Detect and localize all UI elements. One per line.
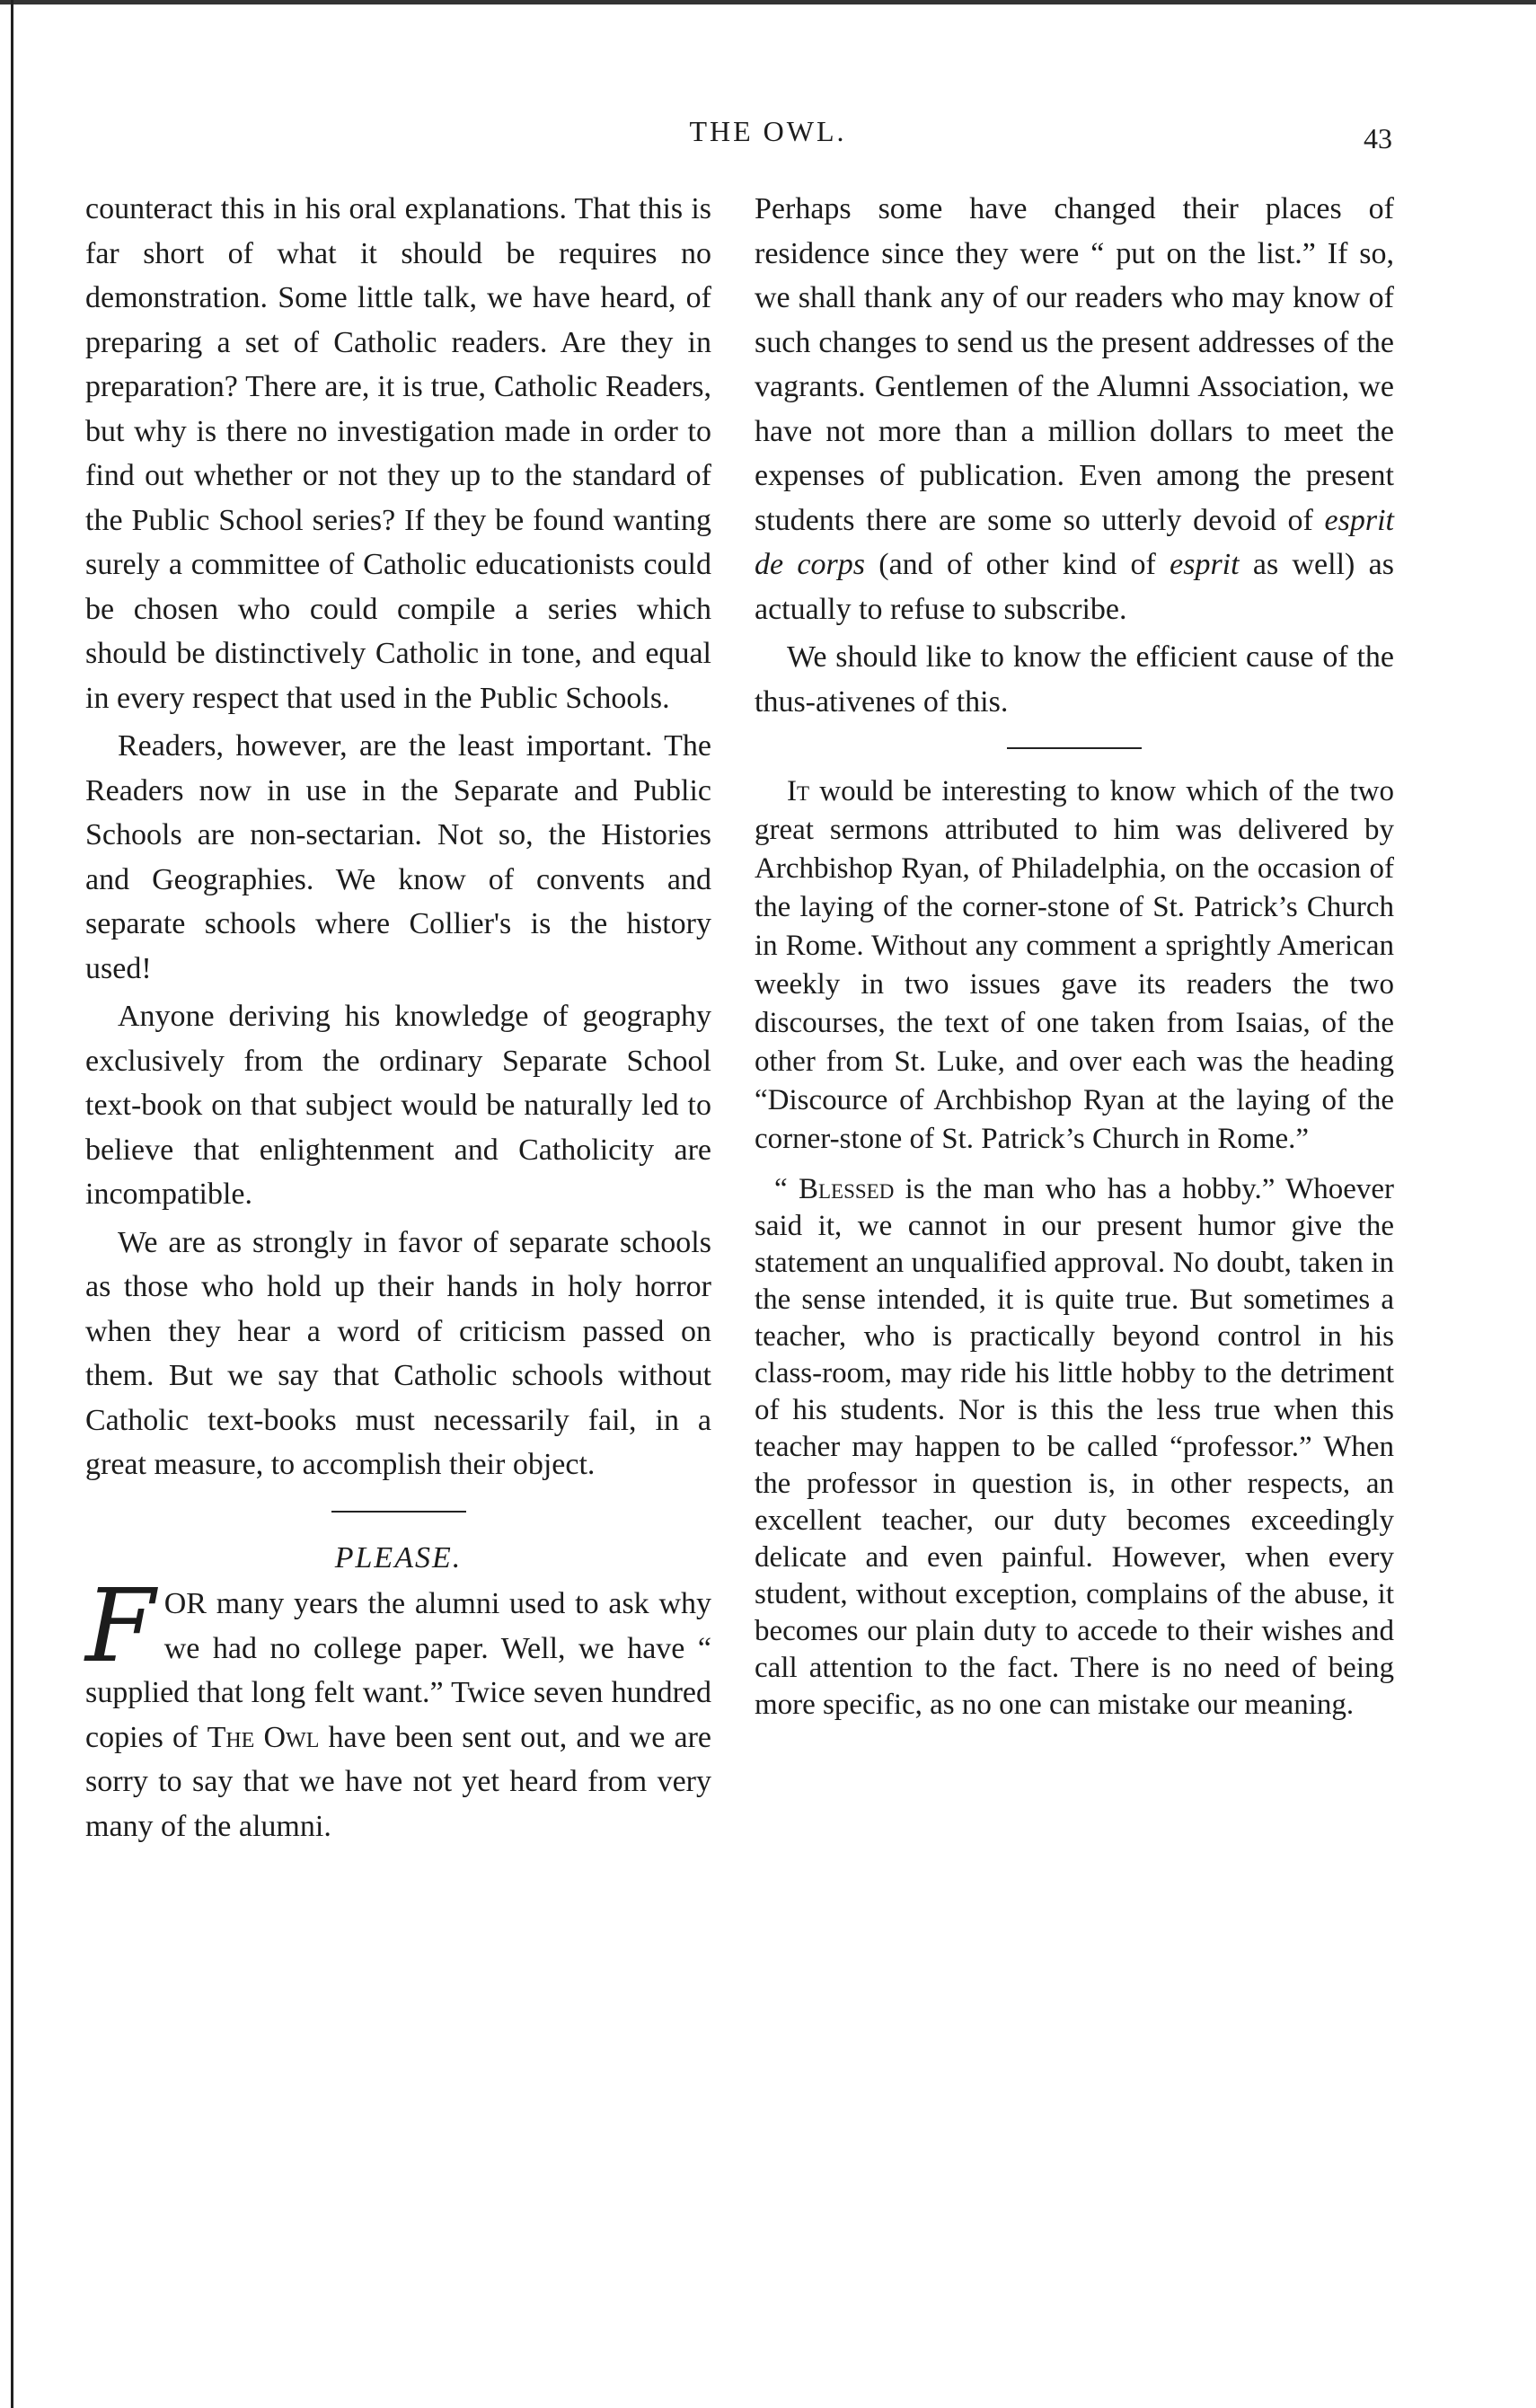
ryan-text: would be interesting to know which of the two great sermons attributed to him was delivered by Archbishop Ryan, of Philadelphia, on the occasion of the laying of the corner-stone of St. Patrick’s Church in Rome. Without any comment a sprightly American weekly in two issues gave its readers the two discourses, the text of one taken from Isaias, of the other from St. Luke, and over each was the heading “Discource of Archbishop Ryan at the laying of the corner-stone of St. Patrick’s Church in Rome.” <box>755 775 1394 1155</box>
page-header <box>0 115 1536 169</box>
continuation-text-2: (and of other kind of <box>864 548 1170 581</box>
ryan-lead-smallcaps: It <box>787 775 810 807</box>
continuation-text-1: Perhaps some have changed their places of residence since they were “ put on the list.” If so, we shall thank any of our readers who may know of such changes to send us the present addresses of the vagrants. Gentlemen of the Alumni Association, we have not more than a million dollars to meet the expenses of publication. Even among the present students there are some so utterly devoid of <box>755 192 1394 537</box>
continuation-text-3: as well) as actually to refuse to subscribe. <box>755 548 1394 626</box>
please-text-2: have been sent out, and we are sorry to say that we have not yet heard from very many of the alumni. <box>85 1720 711 1843</box>
section-divider <box>331 1511 466 1513</box>
please-text-1: many years the alumni used to ask why we had no college paper. Well, we have “ supplied that long felt want.” Twice seven hundred copies of <box>85 1587 711 1754</box>
left-paragraph-2: Readers, however, are the least important. The Readers now in use in the Separate and Public Schools are non-sectarian. Not so, the Histories and Geographies. We know of convents and separate schools where Collier's is the history used! <box>85 729 711 985</box>
continuation-italic-2: esprit <box>1170 548 1240 581</box>
hobby-paragraph <box>755 1171 1394 1724</box>
left-paragraph-3: Anyone deriving his knowledge of geography exclusively from the ordinary Separate School text-book on that subject would be naturally led to believe that enlightenment and Catholicity are incompatible. <box>85 1000 711 1211</box>
left-paragraph-4: We are as strongly in favor of separate schools as those who hold up their hands in holy horror when they hear a word of criticism passed on them. But we say that Catholic schools without Catholic text-books must necessarily fail, in a great measure, to accomplish their object. <box>85 1225 711 1481</box>
scan-top-edge <box>0 0 1536 4</box>
ryan-paragraph <box>755 772 1394 1159</box>
please-heading: PLEASE. <box>334 1540 463 1574</box>
left-paragraph-1: counteract this in his oral explanations. That this is far short of what it should be requires no demonstration. Some little talk, we have heard, of preparing a set of Catholic readers. Are they in preparation? There are, it is true, Catholic Readers, but why is there no investigation made in order to find out whether or not they up to the standard of the Public School series? If they be found wanting surely a committee of Catholic educationists could be chosen who could compile a series which should be distinctively Catholic in tone, and equal in every respect that used in the Public Schools. <box>85 192 711 715</box>
hobby-text: is the man who has a hobby.” Whoever said it, we cannot in our present humor give the statement an unqualified approval. No doubt, taken in the sense intended, it is quite true. But sometimes a teacher, who is practically beyond control in his class-room, may ride his little hobby to the detriment of his students. Nor is this the less true when this teacher may happen to be called “professor.” When the professor in question is, in other respects, an excellent teacher, our duty becomes exceedingly delicate and even painful. However, when every student, without exception, complains of the abuse, it becomes our plain duty to accede to their wishes and call attention to the fact. There is no need of being more specific, as no one can mistake our meaning. <box>755 1173 1394 1721</box>
continuation-italic-1: esprit de corps <box>755 503 1394 581</box>
efficient-cause-paragraph: We should like to know the efficient cause of the thus-ativenes of this. <box>755 640 1394 719</box>
please-paragraph <box>85 1568 711 1848</box>
drop-cap: F <box>85 1568 155 1685</box>
section-divider-right <box>1007 747 1142 749</box>
please-lead-smallcaps: OR <box>163 1587 207 1620</box>
running-title: THE OWL. <box>689 115 847 147</box>
hobby-section <box>755 1171 1394 1724</box>
right-column <box>755 187 1394 1724</box>
hobby-lead-smallcaps: Blessed <box>798 1173 895 1205</box>
left-column <box>85 187 711 1848</box>
scan-left-edge <box>11 0 13 2408</box>
ryan-section <box>755 772 1394 1159</box>
page-number: 43 <box>1364 122 1392 154</box>
right-continuation-paragraph <box>755 187 1394 631</box>
hobby-open-quote: “ <box>774 1173 799 1205</box>
owl-title-smallcaps: The Owl <box>207 1720 320 1754</box>
